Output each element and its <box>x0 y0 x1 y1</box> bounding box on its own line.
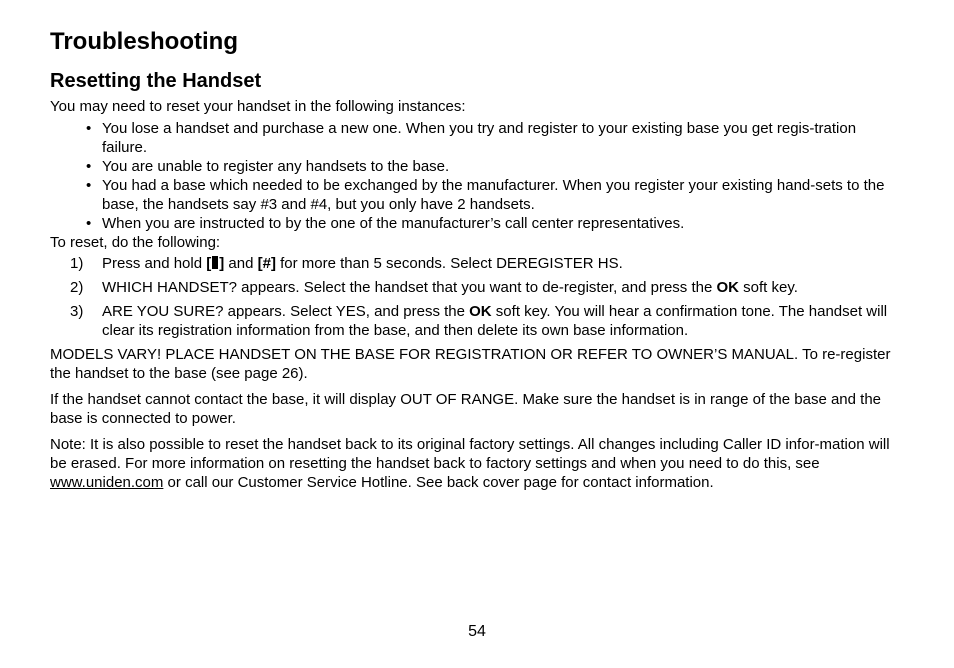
uniden-website-link[interactable]: www.uniden.com <box>50 474 164 491</box>
list-item <box>50 119 900 157</box>
key-bracket: [ <box>206 255 212 272</box>
step-number: 3) <box>70 303 84 320</box>
note-text: Note: It is also possible to reset the handset back to its original factory settings. All changes including Caller ID infor-mation will be erased. For more information on resetting the handset back to factory settings and when you need to do this, see <box>50 436 890 472</box>
step-text: WHICH HANDSET? appears. Select the handset that you want to de-register, and press the <box>102 279 717 296</box>
step-item <box>50 302 900 340</box>
step-text: soft key. <box>738 279 798 296</box>
key-bracket: ] <box>219 255 225 272</box>
note-text: or call our Customer Service Hotline. See back cover page for contact information. <box>163 474 714 491</box>
step-number: 1) <box>70 255 84 272</box>
factory-reset-note <box>50 435 900 492</box>
key-label-2: [#] <box>257 255 276 272</box>
page-content <box>50 27 900 492</box>
key-icon <box>212 256 218 269</box>
list-item <box>50 157 900 176</box>
step-text: for more than 5 seconds. Select DEREGISTER HS. <box>275 255 623 272</box>
step-text: and <box>224 255 258 272</box>
page-title: Troubleshooting <box>50 28 238 55</box>
reset-steps-list <box>50 254 900 340</box>
section-title: Resetting the Handset <box>50 70 262 92</box>
step-item <box>50 278 900 297</box>
intro-text: You may need to reset your handset in the following instances: <box>50 98 466 115</box>
step-text: Press and hold <box>102 255 207 272</box>
list-item-text: You lose a handset and purchase a new one. When you try and register to your existing base you get regis-tration failure. <box>102 120 857 156</box>
out-of-range-note: If the handset cannot contact the base, it will display OUT OF RANGE. Make sure the handset is in range of the base and the base is connected to power. <box>50 391 882 427</box>
ok-key-label: OK <box>469 303 492 320</box>
instances-list <box>50 119 900 233</box>
step-text: soft key. You will hear a confirmation tone. The handset will clear its registration information from the base, and then delete its own base information. <box>102 303 888 339</box>
step-number: 2) <box>70 279 84 296</box>
list-item-text: When you are instructed to by the one of the manufacturer’s call center representatives. <box>102 215 685 232</box>
key-label-1 <box>206 255 224 272</box>
models-note: MODELS VARY! PLACE HANDSET ON THE BASE FOR REGISTRATION OR REFER TO OWNER’S MANUAL. To re-register the handset to the base (see page 26). <box>50 346 891 382</box>
page-number: 54 <box>468 623 486 640</box>
list-item-text: You had a base which needed to be exchanged by the manufacturer. When you register your existing hand-sets to the base, the handsets say #3 and #4, but you only have 2 handsets. <box>102 177 885 213</box>
reset-intro-text: To reset, do the following: <box>50 234 221 251</box>
ok-key-label: OK <box>716 279 739 296</box>
list-item <box>50 214 900 233</box>
bullet-marker: • <box>86 215 92 232</box>
bullet-marker: • <box>86 120 92 137</box>
step-item <box>50 254 900 273</box>
bullet-marker: • <box>86 177 92 194</box>
list-item-text: You are unable to register any handsets to the base. <box>102 158 450 175</box>
step-text: ARE YOU SURE? appears. Select YES, and press the <box>102 303 470 320</box>
bullet-marker: • <box>86 158 92 175</box>
list-item <box>50 176 900 214</box>
